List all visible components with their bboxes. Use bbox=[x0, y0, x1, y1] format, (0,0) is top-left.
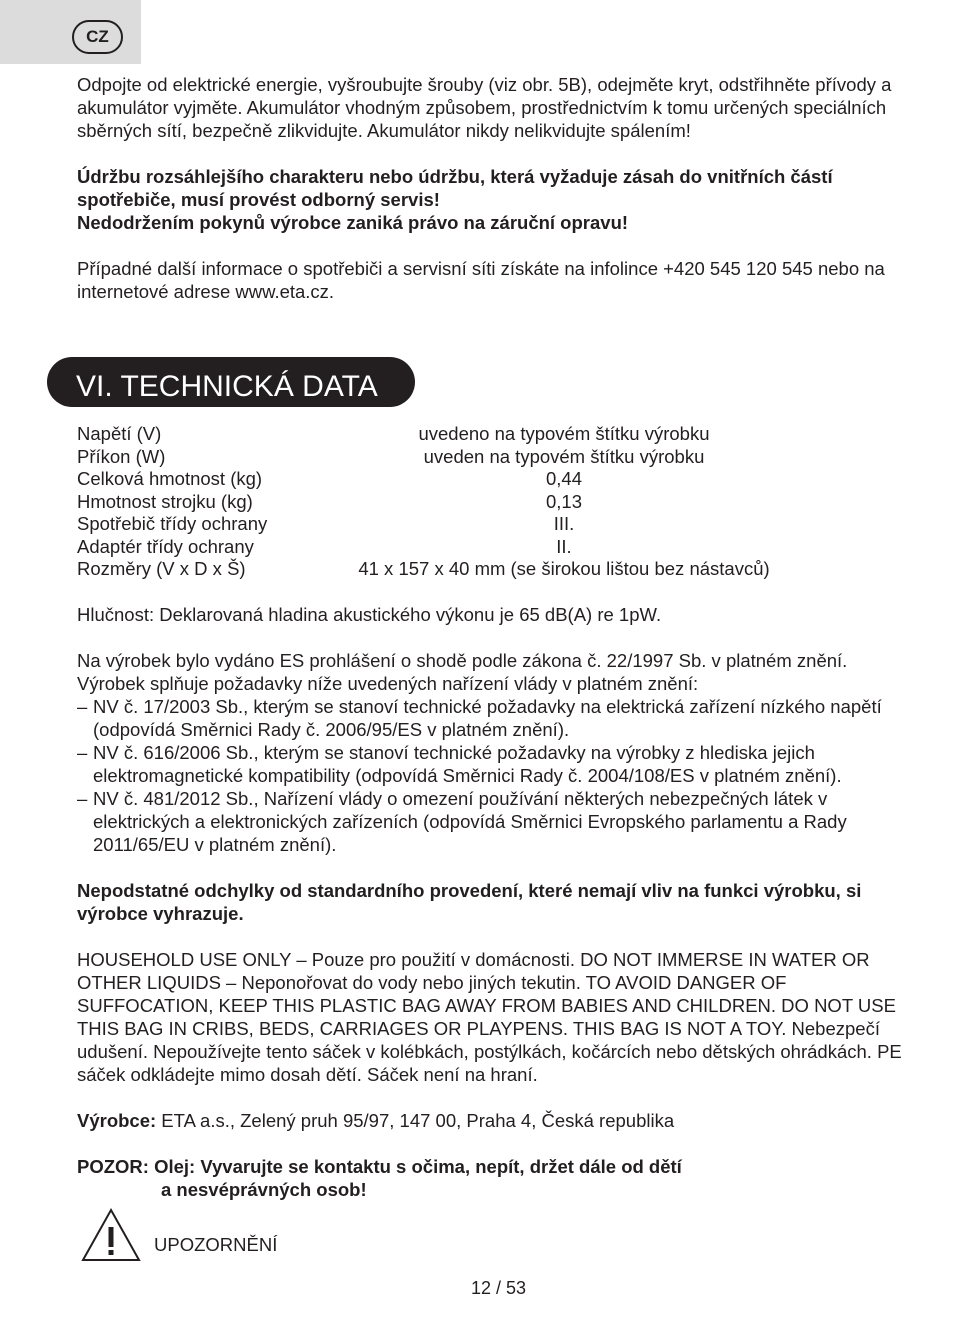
deviation-note: Nepodstatné odchylky od standardního provedení, které nemají vliv na funkci výrobku, si výrobce vyhrazuje. bbox=[77, 880, 862, 924]
section-title: VI. TECHNICKÁ DATA bbox=[47, 357, 415, 407]
spec-label: Celková hmotnost (kg) bbox=[77, 468, 263, 489]
spec-label: Napětí (V) bbox=[77, 423, 162, 444]
spec-value: uveden na typovém štítku výrobku bbox=[423, 445, 705, 467]
spec-value: II. bbox=[556, 535, 572, 557]
info-paragraph: Případné další informace o spotřebiči a servisní síti získáte na infolince +420 545 120 545 nebo na internetové adrese www.eta.cz. bbox=[77, 258, 885, 302]
spec-table bbox=[77, 422, 907, 580]
spec-value: 0,44 bbox=[545, 468, 582, 489]
dash-bullet: – bbox=[77, 696, 88, 717]
spec-row bbox=[77, 445, 907, 468]
spec-label: Příkon (W) bbox=[77, 445, 166, 467]
intro-section bbox=[77, 73, 907, 303]
spec-row bbox=[77, 467, 907, 490]
spec-row bbox=[77, 557, 907, 580]
caution-line bbox=[77, 1155, 917, 1178]
dash-bullet: – bbox=[77, 788, 88, 809]
manufacturer-label: Výrobce: bbox=[77, 1110, 157, 1131]
list-item-text: NV č. 481/2012 Sb., Nařízení vlády o omezení používání některých nebezpečných látek v elektrických a elektronických zařízeních (odpovídá Směrnici Evropského parlamentu a Rady 2011/65/EU v platném znění). bbox=[93, 788, 847, 855]
spec-label: Rozměry (V x D x Š) bbox=[77, 558, 246, 579]
spec-value: 41 x 157 x 40 mm (se širokou lištou bez nástavců) bbox=[358, 558, 770, 579]
warning-label: UPOZORNĚNÍ bbox=[154, 1233, 278, 1255]
warning-triangle-icon bbox=[80, 1207, 142, 1263]
list-item bbox=[77, 741, 917, 787]
language-tab bbox=[0, 0, 141, 64]
spec-label: Spotřebič třídy ochrany bbox=[77, 513, 268, 534]
spec-row bbox=[77, 512, 907, 535]
warranty-warning: Nedodržením pokynů výrobce zaniká právo na záruční opravu! bbox=[77, 212, 629, 233]
spec-row bbox=[77, 422, 907, 445]
warning-row bbox=[80, 1207, 277, 1263]
dash-bullet: – bbox=[77, 742, 88, 763]
household-notice: HOUSEHOLD USE ONLY – Pouze pro použití v domácnosti. DO NOT IMMERSE IN WATER OR OTHER LIQUIDS – Neponořovat do vody nebo jiných tekutin. TO AVOID DANGER OF SUFFOCATION, KEEP THIS PLASTIC BAG AWAY FROM BABIES AND CHILDREN. DO NOT USE THIS BAG IN CRIBS, BEDS, CARRIAGES OR PLAYPENS. THIS BAG IS NOT A TOY. Nebezpečí udušení. Nepoužívejte tento sáček v kolébkách, postýlkách, kočárcích nebo dětských ohrádkách. PE sáček odkládejte mimo dosah dětí. Sáček není na hraní. bbox=[77, 949, 902, 1085]
spec-label: Adaptér třídy ochrany bbox=[77, 535, 254, 557]
spec-value: III. bbox=[553, 513, 575, 534]
list-item-text: NV č. 17/2003 Sb., kterým se stanoví technické požadavky na elektrická zařízení nízkého napětí (odpovídá Směrnici Rady č. 2006/95/ES v platném znění). bbox=[93, 696, 882, 740]
manufacturer-value: ETA a.s., Zelený pruh 95/97, 147 00, Praha 4, Česká republika bbox=[156, 1110, 675, 1131]
caution-label: POZOR: bbox=[77, 1156, 149, 1177]
list-item-text: NV č. 616/2006 Sb., kterým se stanoví technické požadavky na výrobky z hlediska jejich elektromagnetické kompatibility (odpovídá Směrnici Rady č. 2004/108/ES v platném znění). bbox=[93, 742, 842, 786]
declaration-intro: Na výrobek bylo vydáno ES prohlášení o shodě podle zákona č. 22/1997 Sb. v platném znění. Výrobek splňuje požadavky níže uvedených nařízení vlády v platném znění: bbox=[77, 650, 848, 694]
manufacturer-line bbox=[77, 1109, 917, 1132]
spec-value: uvedeno na typovém štítku výrobku bbox=[418, 423, 710, 444]
spec-row bbox=[77, 535, 907, 558]
spec-value: 0,13 bbox=[545, 490, 582, 512]
disposal-paragraph: Odpojte od elektrické energie, vyšroubujte šrouby (viz obr. 5B), odejměte kryt, odstřihněte přívody a akumulátor vyjměte. Akumulátor vhodným způsobem, prostřednictvím k tomu určených speciálních sběrných sítí, bezpečně zlikvidujte. Akumulátor nikdy nelikvidujte spálením! bbox=[77, 74, 892, 141]
lower-section bbox=[77, 603, 917, 1201]
caution-line-2: a nesvéprávných osob! bbox=[161, 1179, 367, 1200]
list-item bbox=[77, 695, 917, 741]
noise-statement: Hlučnost: Deklarovaná hladina akustického výkonu je 65 dB(A) re 1pW. bbox=[77, 604, 662, 625]
service-warning: Údržbu rozsáhlejšího charakteru nebo údržbu, která vyžaduje zásah do vnitřních částí spotřebiče, musí provést odborný servis! bbox=[77, 166, 833, 210]
list-item bbox=[77, 787, 917, 856]
page-number: 12 / 53 bbox=[470, 1278, 527, 1298]
language-badge: CZ bbox=[72, 20, 123, 54]
spec-label: Hmotnost strojku (kg) bbox=[77, 490, 253, 512]
caution-text: Olej: Vyvarujte se kontaktu s očima, nepít, držet dále od dětí bbox=[148, 1156, 682, 1177]
spec-row bbox=[77, 490, 907, 513]
